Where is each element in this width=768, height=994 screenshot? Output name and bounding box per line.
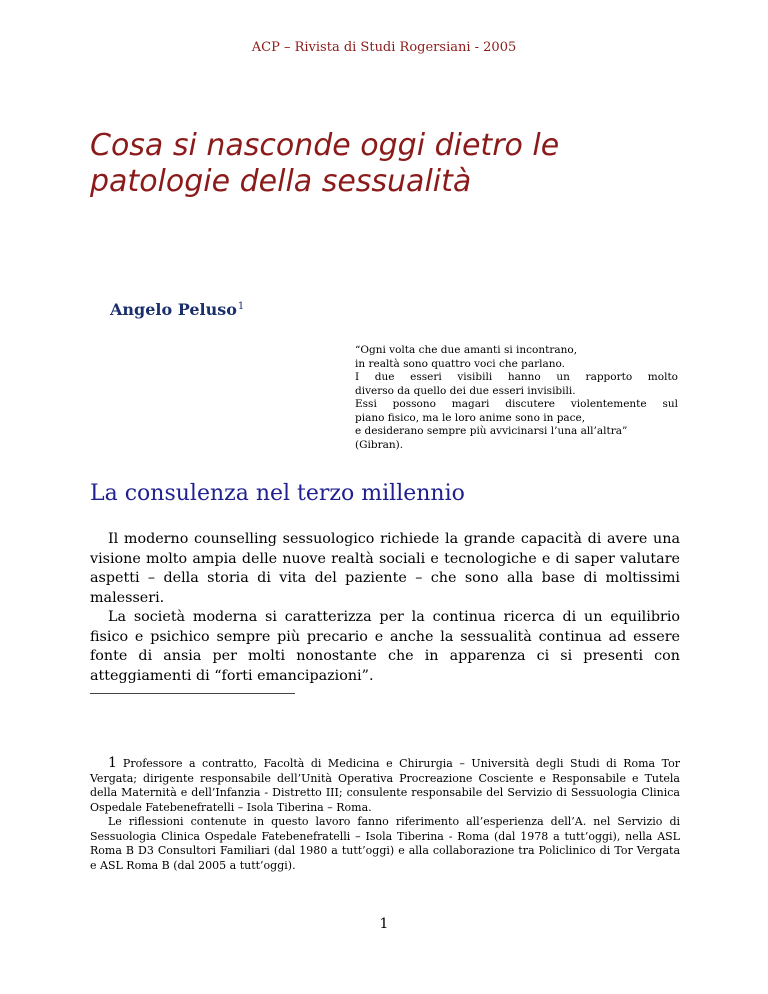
article-title: Cosa si nasconde oggi dietro le patologie della sessualità [90, 128, 560, 199]
epigraph-line: diverso da quello dei due esseri invisibili. [355, 384, 576, 397]
footnote [90, 756, 680, 873]
epigraph-line: Essi possono magari discutere violentemente sul [355, 398, 678, 410]
footnote-separator [90, 693, 295, 694]
epigraph-line: I due esseri visibili hanno un rapporto molto [355, 371, 678, 383]
section-heading: La consulenza nel terzo millennio [90, 481, 465, 506]
page-number: 1 [379, 916, 389, 932]
author-name [110, 300, 244, 319]
epigraph-line: piano fisico, ma le loro anime sono in pace, [355, 411, 586, 424]
author-footnote-ref[interactable]: 1 [237, 301, 245, 312]
running-header: ACP – Rivista di Studi Rogersiani - 2005 [251, 40, 517, 55]
author-name-text: Angelo Peluso [110, 300, 237, 319]
footnote-number: 1 [108, 755, 117, 771]
body-paragraph: Il moderno counselling sessuologico richiede la grande capacità di avere una visione molto ampia delle nuove realtà sociali e tecnologiche e di saper valutare aspetti – della storia di vita del paziente – che sono alla base di moltissimi malesseri. [90, 531, 680, 606]
epigraph-line: in realtà sono quattro voci che parlano. [355, 357, 565, 370]
footnote-text: Professore a contratto, Facoltà di Medicina e Chirurgia – Università degli Studi di Roma Tor Vergata; dirigente responsabile dell’Unità Operativa Procreazione Cosciente e Responsabile e Tutela della Maternità e dell’Infanzia - Distretto III; consulente responsabile del Servizio di Sessuologia Clinica Ospedale Fatebenefratelli – Isola Tiberina – Roma. [90, 757, 680, 814]
epigraph-line: (Gibran). [355, 438, 404, 451]
epigraph-line: e desiderano sempre più avvicinarsi l’una all’altra” [355, 425, 628, 437]
footnote-text: Le riflessioni contenute in questo lavoro fanno riferimento all’esperienza dell’A. nel Servizio di Sessuologia Clinica Ospedale Fatebenefratelli – Isola Tiberina - Roma (dal 1978 a tutt’oggi), nella ASL Roma B D3 Consultori Familiari (dal 1980 a tutt’oggi) e alla collaborazione tra Policlinico di Tor Vergata e ASL Roma B (dal 2005 a tutt’oggi). [90, 815, 680, 872]
body-text [90, 530, 680, 686]
epigraph-line: “Ogni volta che due amanti si incontrano, [355, 344, 578, 356]
epigraph-quote [355, 344, 678, 452]
body-paragraph: La società moderna si caratterizza per la continua ricerca di un equilibrio fisico e psichico sempre più precario e anche la sessualità continua ad essere fonte di ansia per molti nonostante che in apparenza ci si presenti con atteggiamenti di “forti emancipazioni”. [90, 609, 680, 684]
